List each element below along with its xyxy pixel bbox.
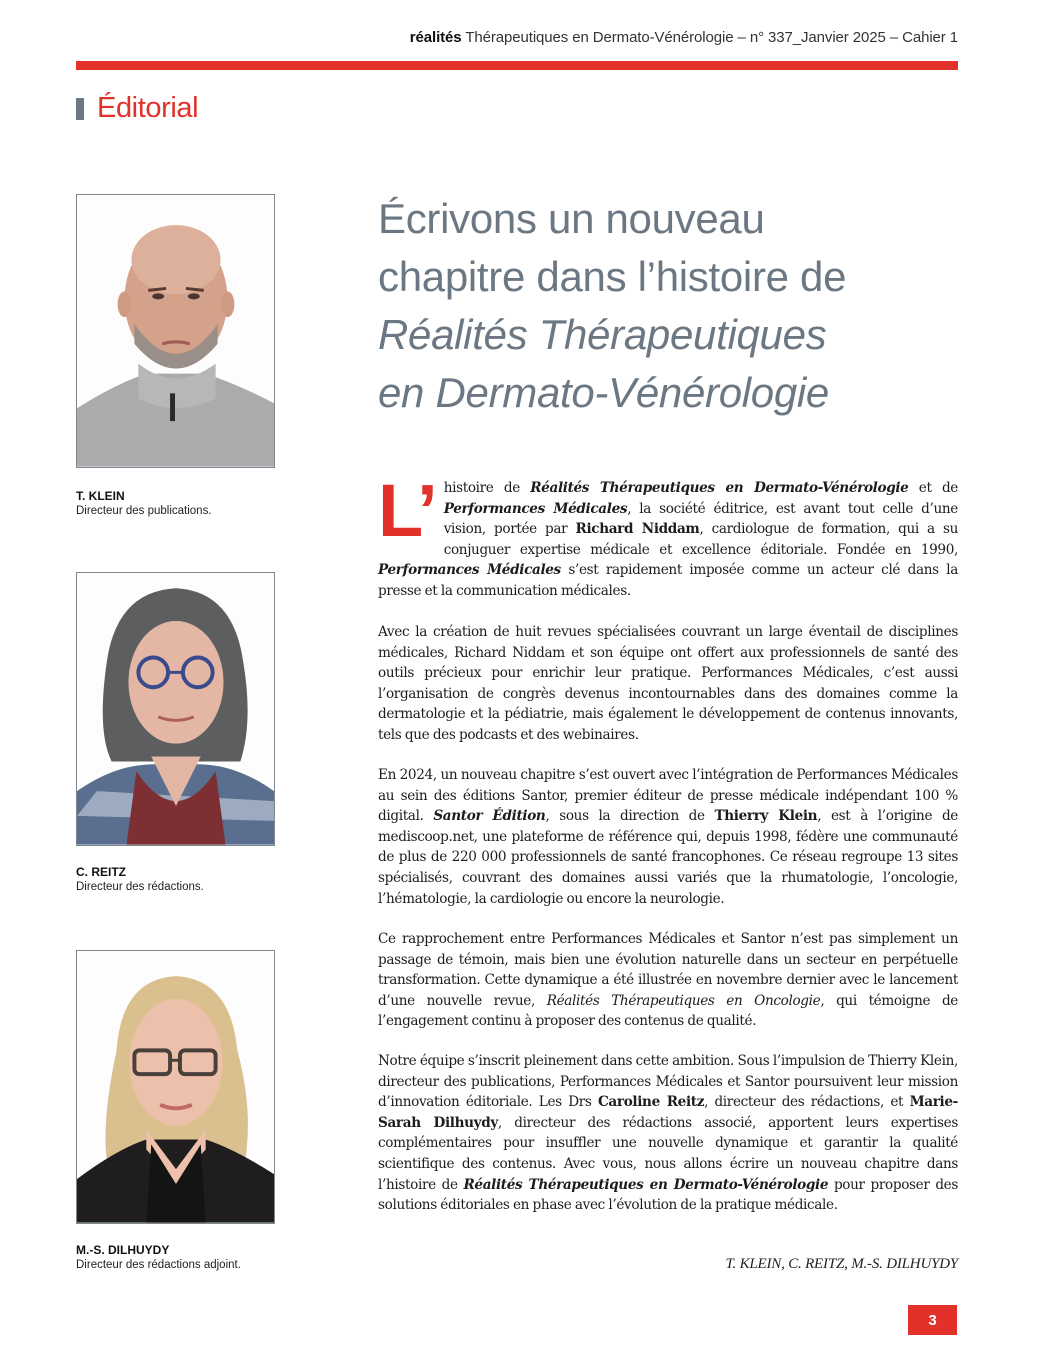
brand-name: réalités (409, 29, 462, 46)
headline-line: en Dermato-Vénérologie (378, 369, 829, 416)
paragraph-text: Avec la création de huit revues spécialisées couvrant un large éventail de disciplines médicales, Richard Niddam et son équipe ont offert aux professionnels de santé des outils précieux pour enrichir leur pratique. Performances Médicales, c’est aussi l’organisation de congrès devenus incontournables dans des domaines comme la dermatologie et la pédiatrie, mais également le développement de contenus innovants, tels que des podcasts et des webinaires. (378, 624, 958, 743)
emphasis: Performances Médicales (443, 500, 628, 517)
text-run: et de (908, 480, 958, 496)
article-headline (378, 190, 968, 422)
author-caption (76, 1243, 241, 1273)
section-heading (76, 92, 198, 125)
author-photo-reitz (76, 572, 275, 846)
paragraph-1 (378, 469, 958, 602)
section-label: Éditorial (97, 92, 199, 124)
drop-cap: L’ (378, 469, 436, 552)
text-run: , la société éditrice, est avant tout celle d’une vision, portée par (443, 500, 958, 538)
author-caption (76, 865, 204, 895)
signature: T. KLEIN, C. REITZ, M.-S. DILHUYDY (725, 1256, 958, 1272)
emphasis: Caroline Reitz (597, 1094, 705, 1111)
paragraph-4 (378, 929, 958, 1032)
page-number: 3 (908, 1305, 957, 1335)
headline-line: chapitre dans l’histoire de (378, 253, 847, 300)
author-role: Directeur des rédactions. (76, 881, 204, 893)
paragraph-2 (378, 622, 958, 746)
author-photo-dilhuydy (76, 950, 275, 1224)
text-run: , est à l’origine de mediscoop.net, une plateforme de référence qui, depuis 1998, fédère une communauté de plus de 220 000 professionnels de santé francophones. Ce réseau regroupe 13 sites spécialisés, couvrant des domaines aussi variés que la rhumatologie, l’oncologie, l’hématologie, la cardiologie ou encore la neurologie. (378, 808, 958, 907)
journal-info: Thérapeutiques en Dermato-Vénérologie – n° 337_Janvier 2025 – Cahier 1 (461, 29, 958, 46)
text-run: En 2024, un nouveau chapitre s’est ouvert avec l’intégration de Performances Médicales au sein des éditions Santor, premier éditeur de presse médicale indépendant 100 % digital. (378, 767, 958, 825)
author-name: M.-S. DILHUYDY (76, 1243, 170, 1257)
text-run: , directeur des rédactions associé, apportent leurs expertises complémentaires pour insuffler une nouvelle dynamique et garantir la qualité scientifique des contenus. Avec vous, nous allons écrire un nouveau chapitre dans l’histoire de (378, 1114, 958, 1193)
emphasis: Richard Niddam (575, 521, 700, 538)
emphasis: Santor Édition (433, 808, 546, 825)
author-role: Directeur des rédactions adjoint. (76, 1259, 241, 1271)
text-run: Ce rapprochement entre Performances Médicales et Santor n’est pas simplement un passage de témoin, mais bien une évolution naturelle dans un secteur en perpétuelle transformation. Cette dynamique a été illustrée en novembre dernier avec le lancement d’une nouvelle revue, (378, 931, 958, 1009)
text-run: , sous la direction de (545, 808, 715, 825)
author-role: Directeur des publications. (76, 505, 212, 517)
emphasis: Réalités Thérapeutiques en Oncologie (546, 992, 821, 1009)
portrait-woman-blonde-icon (77, 951, 274, 1223)
text-run: , cardiologue de formation, qui a su conjuguer expertise médicale et excellence éditoriale. Fondée en 1990, (443, 521, 958, 558)
section-marker-icon (76, 98, 84, 120)
headline-line: Réalités Thérapeutiques (378, 311, 827, 358)
text-run: s’est rapidement imposée comme un acteur clé dans la presse et la communication médicales. (378, 562, 958, 599)
emphasis: Thierry Klein (714, 808, 818, 825)
emphasis: Marie-Sarah Dilhuydy (378, 1094, 958, 1131)
text-run: pour proposer des solutions éditoriales en phase avec l’évolution de la pratique médicale. (378, 1176, 958, 1214)
running-header (410, 29, 958, 46)
author-name: T. KLEIN (76, 489, 125, 503)
text-run: , directeur des rédactions, et (704, 1094, 910, 1111)
headline-line: Écrivons un nouveau (378, 195, 765, 242)
paragraph-5 (378, 1051, 958, 1216)
header-rule (76, 61, 958, 70)
portrait-woman-glasses-icon (77, 573, 274, 845)
author-caption (76, 489, 212, 519)
text-run: Notre équipe s’inscrit pleinement dans cette ambition. Sous l’impulsion de Thierry Klein, directeur des publications, Performances Médicales et Santor poursuivent leur mission d’innovation éditoriale. Les Drs (378, 1053, 958, 1111)
emphasis: Réalités Thérapeutiques en Dermato-Vénérologie (530, 480, 909, 496)
emphasis: Performances Médicales (378, 562, 561, 579)
emphasis: Réalités Thérapeutiques en Dermato-Vénérologie (463, 1176, 829, 1193)
author-name: C. REITZ (76, 865, 126, 879)
portrait-man-icon (77, 195, 274, 467)
author-photo-klein (76, 194, 275, 468)
paragraph-3 (378, 765, 958, 909)
text-run: , qui témoigne de l’engagement continu à proposer des contenus de qualité. (378, 992, 958, 1030)
text-run: histoire de (443, 480, 531, 496)
